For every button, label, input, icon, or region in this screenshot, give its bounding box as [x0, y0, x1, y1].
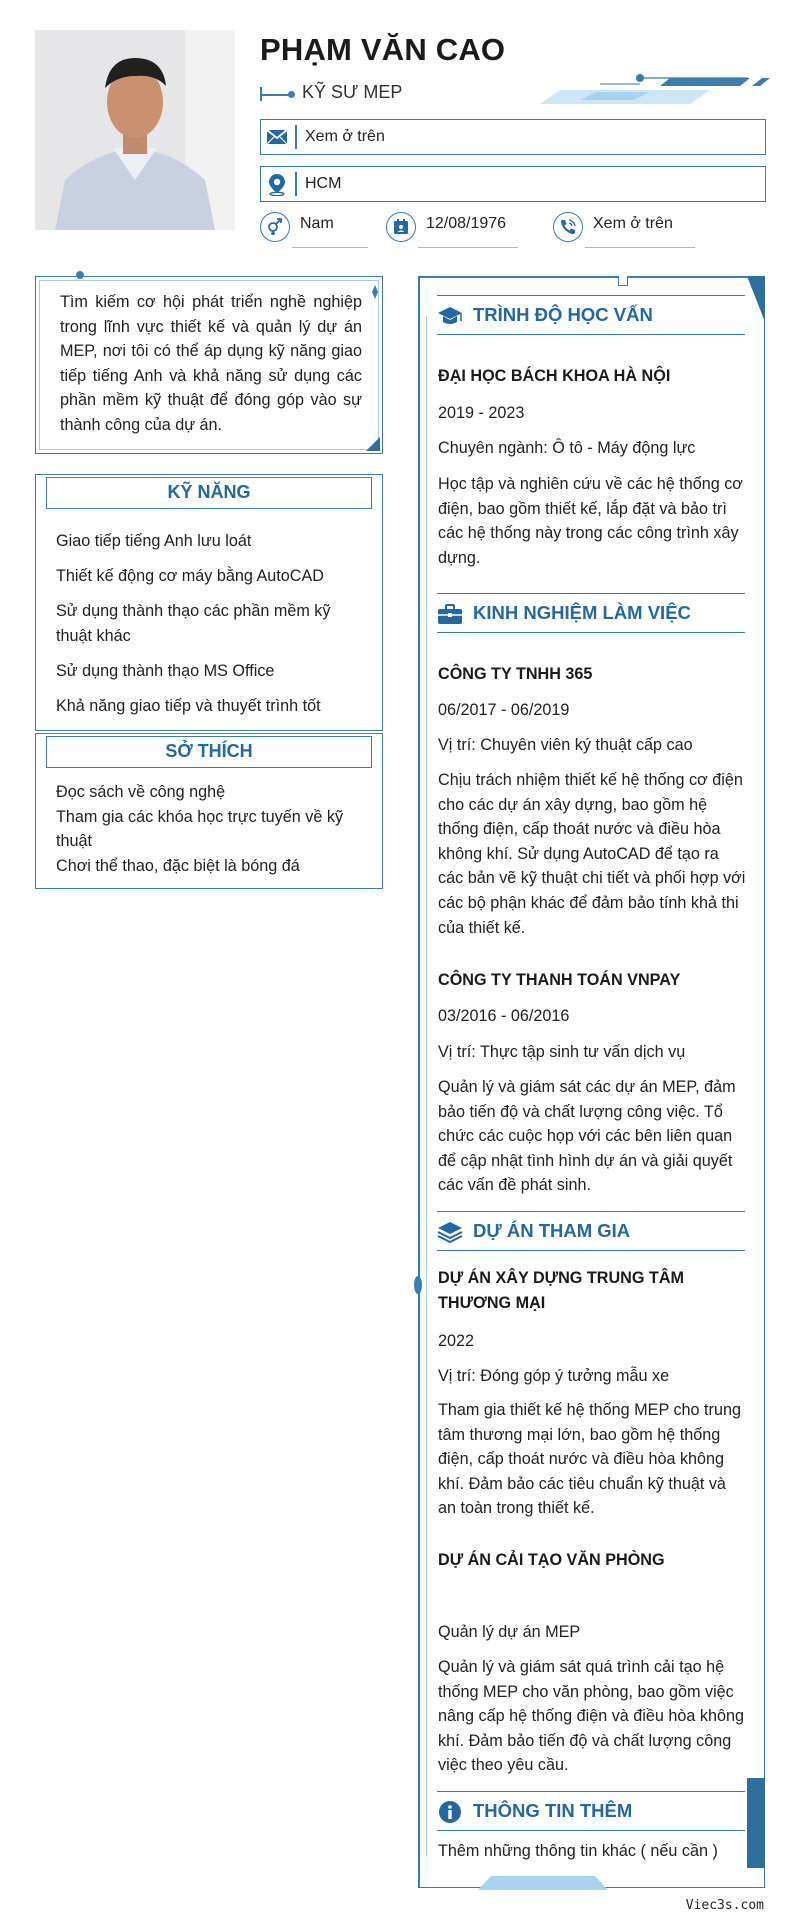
- career-objective-text: Tìm kiếm cơ hội phát triển nghề nghiệp trong lĩnh vực thiết kế và quản lý dự án MEP, nơi tôi có thể áp dụng kỹ năng giao tiếp tiếng Anh và khả năng sử dụng các phần mềm kỹ thuật để đóng góp vào sự thành công của dự án.: [60, 293, 362, 434]
- objective-corner-decoration: [372, 285, 378, 299]
- frame-top-corner-decoration: [747, 276, 765, 322]
- hobbies-panel: [35, 733, 383, 889]
- gender-value: Nam: [300, 215, 334, 232]
- hobby-item: Đọc sách về công nghệ: [56, 783, 226, 801]
- job-description: Quản lý và giám sát các dự án MEP, đảm bảo tiến độ và chất lượng công việc. Tổ chức các cuộc họp với các bên liên quan để cập nhật tình hình dự án và giải quyết các vấn đề phát sinh.: [438, 1078, 736, 1195]
- project-description: Tham gia thiết kế hệ thống MEP cho trung tâm thương mại lớn, bao gồm hệ thống điện, cấp thoát nước và điều hòa không khí. Đảm bảo các tiêu chuẩn kỹ thuật và an toàn trong thiết kế.: [438, 1401, 741, 1518]
- hobbies-list: [56, 780, 366, 878]
- job-position: Vị trí: Chuyên viên ký thuật cấp cao: [438, 736, 693, 754]
- phone-underline: [585, 247, 695, 248]
- additional-info-title: THÔNG TIN THÊM: [473, 1800, 633, 1821]
- job-position: Vị trí: Thực tập sinh tư vấn dịch vụ: [438, 1043, 686, 1061]
- skill-item: Thiết kế động cơ máy bằng AutoCAD: [56, 567, 324, 585]
- phone-item: [553, 212, 703, 252]
- education-description: Học tập và nghiên cứu về các hệ thống cơ điện, bao gồm thiết kế, lắp đặt và bảo trì các hệ thống này trong các công trình xây dựng.: [438, 475, 743, 567]
- graduation-cap-icon: [437, 304, 463, 328]
- job-period: 06/2017 - 06/2019: [438, 701, 570, 719]
- frame-notch-decoration: [618, 276, 628, 286]
- gender-icon-circle: [260, 212, 290, 242]
- gender-underline: [292, 247, 368, 248]
- title-line-decoration: [260, 94, 290, 96]
- project-role: Quản lý dự án MEP: [438, 1623, 581, 1641]
- project-year: 2022: [438, 1332, 475, 1350]
- birthday-icon-circle: [386, 212, 416, 242]
- frame-inner-line: [426, 316, 427, 1856]
- additional-info-section-header: [437, 1791, 745, 1831]
- skills-list: [56, 529, 366, 729]
- job-title: KỸ SƯ MEP: [302, 82, 403, 102]
- calendar-icon: [392, 218, 410, 236]
- birthday-item: [386, 212, 526, 252]
- location-pin-icon: [266, 172, 288, 196]
- skills-heading: KỸ NĂNG: [46, 477, 372, 509]
- skill-item: Sử dụng thành thạo MS Office: [56, 661, 275, 680]
- envelope-icon: [266, 125, 288, 149]
- phone-icon-circle: [553, 212, 583, 242]
- birthday-underline: [418, 247, 518, 248]
- experience-title: KINH NGHIỆM LÀM VIỆC: [473, 602, 691, 623]
- projects-title: DỰ ÁN THAM GIA: [473, 1220, 631, 1241]
- info-icon: [437, 1800, 463, 1824]
- skills-panel: [35, 474, 383, 731]
- header-tech-decoration: [540, 72, 770, 112]
- email-field: [260, 119, 766, 155]
- skill-item: Sử dụng thành thạo các phần mềm kỹ thuật khác: [56, 602, 331, 645]
- project-name: DỰ ÁN CẢI TẠO VĂN PHÒNG: [438, 1551, 665, 1569]
- person-portrait-image: [35, 30, 235, 230]
- project-role: Vị trí: Đóng góp ý tưởng mẫu xe: [438, 1367, 670, 1385]
- education-period: 2019 - 2023: [438, 404, 525, 422]
- frame-side-knob-decoration: [414, 1276, 422, 1294]
- frame-right-border: [764, 276, 766, 1888]
- job-description: Chịu trách nhiệm thiết kế hệ thống cơ điện cho các dự án xây dựng, bao gồm hệ thống điện, cấp thoát nước và điều hòa không khí. Sử dụng AutoCAD để tạo ra các bản vẽ kỹ thuật chi tiết và phối hợp với các bộ phận khác để đảm bảo tính khả thi của thiết kế.: [438, 771, 746, 937]
- skill-item: Khả năng giao tiếp và thuyết trình tốt: [56, 696, 321, 715]
- hobby-item: Chơi thể thao, đặc biệt là bóng đá: [56, 856, 300, 875]
- education-title: TRÌNH ĐỘ HỌC VẤN: [473, 304, 653, 325]
- job-period: 03/2016 - 06/2016: [438, 1007, 570, 1025]
- address-field: [260, 166, 766, 202]
- project-description: Quản lý và giám sát quá trình cải tạo hệ thống MEP cho văn phòng, bao gồm việc nâng cấp hệ thống điện và điều hòa không khí. Đảm bảo tiến độ và chất lượng công việc theo yêu cầu.: [438, 1658, 745, 1775]
- title-dot-decoration: [288, 91, 295, 98]
- project-name: DỰ ÁN XÂY DỰNG TRUNG TÂM THƯƠNG MẠI: [438, 1269, 684, 1312]
- frame-left-border: [418, 276, 420, 1888]
- hobby-item: Tham gia các khóa học trực tuyến về kỹ thuật: [56, 807, 344, 850]
- job-company: CÔNG TY THANH TOÁN VNPAY: [438, 971, 681, 989]
- layers-icon: [437, 1220, 463, 1244]
- gender-item: [260, 212, 370, 252]
- birthday-value: 12/08/1976: [426, 215, 507, 232]
- phone-value: Xem ở trên: [593, 215, 673, 232]
- profile-photo: [35, 30, 235, 230]
- education-major: Chuyên ngành: Ô tô - Máy động lực: [438, 439, 696, 457]
- frame-bottom-bar-decoration: [478, 1876, 608, 1890]
- email-separator: [295, 125, 297, 149]
- email-value: Xem ở trên: [305, 128, 385, 145]
- education-section-header: [437, 295, 745, 335]
- skill-item: Giao tiếp tiếng Anh lưu loát: [56, 532, 252, 550]
- frame-top-border: [418, 276, 765, 278]
- gender-icon: [266, 218, 284, 236]
- experience-section-header: [437, 593, 745, 633]
- briefcase-icon: [437, 602, 463, 626]
- address-separator: [295, 172, 297, 196]
- candidate-name: PHẠM VĂN CAO: [260, 32, 506, 67]
- education-school: ĐẠI HỌC BÁCH KHOA HÀ NỘI: [438, 367, 671, 385]
- job-company: CÔNG TY TNHH 365: [438, 665, 593, 683]
- frame-bottom-corner-decoration: [747, 1778, 765, 1868]
- projects-section-header: [437, 1211, 745, 1251]
- additional-info-text: Thêm những thông tin khác ( nếu cần ): [438, 1842, 718, 1860]
- address-value: HCM: [305, 175, 342, 192]
- objective-corner-triangle: [366, 437, 380, 451]
- watermark-footer: Viec3s.com: [685, 1898, 764, 1913]
- hobbies-heading: SỞ THÍCH: [46, 736, 372, 768]
- objective-knob-decoration: [76, 271, 84, 279]
- career-objective-panel: [35, 276, 383, 454]
- phone-icon: [559, 218, 577, 236]
